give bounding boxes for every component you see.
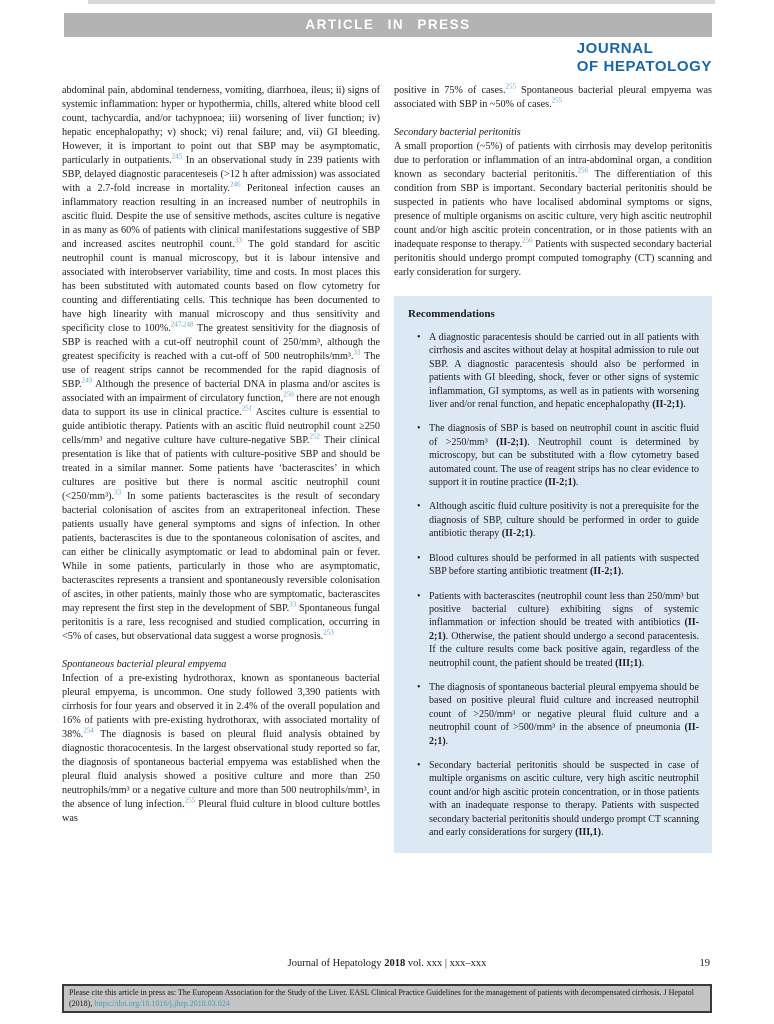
recommendation-item: • Patients with bacterascites (neutrophil count less than 250/mm³ but positive bacterial culture) exhibiting signs of systemic inflammation or infection should be treated with antibiotics (II-2;1). Otherwise, the patient should undergo a second paracentesis. If the culture results come back positive again, regardless of the neutrophil count, the patient should be treated (III;1). (419, 590, 699, 670)
citation-ref[interactable]: 252 (309, 432, 320, 441)
citation-ref[interactable]: 33 (114, 488, 122, 497)
evidence-grade: (II-2;1) (652, 399, 684, 411)
top-strip-divider (88, 0, 715, 4)
evidence-grade: (II-2;1) (501, 528, 533, 540)
journal-logo-line1: JOURNAL (576, 40, 654, 57)
heading-spontaneous-bacterial-pleural-empyema: Spontaneous bacterial pleural empyema (62, 659, 227, 670)
evidence-grade: 2018 (384, 958, 406, 969)
article-in-press-banner: ARTICLE IN PRESS (64, 13, 712, 37)
citation-ref[interactable]: 256 (522, 236, 533, 245)
evidence-grade: (II-2;1) (429, 617, 699, 642)
paragraph-pleural-empyema: Infection of a pre-existing hydrothorax, known as spontaneous bacterial pleural empyema, is uncommon. One study followed 3,390 patients with cirrhosis for four years and observed it in 2.4% of the overall population and 16% of patients with pre-existing hydrothorax, with associated mortality of 38%.$^{254}$ The diagnosis is based on pleural fluid analysis obtained by diagnostic thoracocentesis. In the largest observational study reported so far, the diagnosis of spontaneous bacterial empyema was established when the pleural fluid analysis showed a positive culture and more than 250 neutrophils/mm³ or a negative culture and more than 500 neutrophils/mm³, in the absence of lung infection.$^{255}$ Pleural fluid culture in blood culture bottles was (62, 673, 380, 824)
evidence-grade: (II-2;1) (544, 477, 576, 489)
recommendations-list (407, 331, 699, 839)
evidence-grade: (III;1) (615, 657, 642, 669)
citation-ref[interactable]: 255 (551, 96, 563, 105)
citation-notice (62, 984, 712, 1013)
citation-ref[interactable]: 255 (505, 82, 516, 91)
citation-ref[interactable]: 254 (83, 726, 94, 735)
citation-ref[interactable]: 33 (353, 348, 361, 357)
citation-ref[interactable]: 251 (241, 404, 253, 413)
citation-ref[interactable]: 255 (184, 796, 196, 805)
recommendation-item: • The diagnosis of spontaneous bacterial pleural empyema should be based on positive pleural fluid culture and increased neutrophil count of >250/mm³ or negative pleural fluid culture and a neutrophil count of >500/mm³ in the absence of pneumonia (II-2;1). (419, 681, 699, 748)
recommendations-box (394, 296, 712, 853)
doi-link[interactable]: https://doi.org/10.1016/j.jhep.2018.03.024 (94, 998, 230, 1008)
right-column (394, 84, 712, 853)
evidence-grade: (II-2;1) (589, 566, 622, 578)
paragraph-pleural-empyema-continued: positive in 75% of cases.$^{255}$ Spontaneous bacterial pleural empyema was associated with SBP in ~50% of cases.$^{255}$ (394, 82, 712, 110)
citation-ref[interactable]: 250 (283, 390, 294, 399)
citation-ref[interactable]: 256 (577, 166, 588, 175)
evidence-grade: (III,1) (575, 827, 602, 838)
footer-journal-line: Journal of Hepatology 2018 vol. xxx | xxx–xxx (287, 958, 487, 969)
paragraph-sbp-diagnosis: abdominal pain, abdominal tenderness, vomiting, diarrhoea, ileus; ii) signs of systemic inflammation: hyper or hypothermia, chills, altered white blood cell count, tachycardia, and/or tachypnoea; iii) worsening of liver function; iv) hepatic encephalopathy; v) shock; vi) renal failure; and, vii) GI bleeding. However, it is important to point out that SBP may be asymptomatic, particularly in outpatients.$^{245}$ In an observational study in 239 patients with SBP, delayed diagnostic paracenteseis (>12 h after admission) was associated with a 2.7-fold increase in mortality.$^{246}$ Peritoneal infection causes an inflammatory reaction resulting in an increased number of neutrophils in ascitic fluid. Despite the use of sensitive methods, ascites culture is negative in as many as 60% of patients with clinical manifestations suggestive of SBP and increased ascites neutrophil count.$^{33}$ The gold standard for ascitic neutrophil count is manual microscopy, but it is labour intensive and associated with interobserver variability, time and costs. In most places this has been substituted with automated counts based on flow cytometry for counting and differentiating cells. This technique has been documented to have high linearity with manual microscopy and thus sensitivity and specificity close to 100%.$^{247,248}$ The greatest sensitivity for the diagnosis of SBP is reached with a cut-off neutrophil count of 250/mm³, although the greatest specificity is reached with a cut-off of 500 neutrophils/mm³.$^{33}$ The use of reagent strips cannot be recommended for the rapid diagnosis of SBP.$^{249}$ Although the presence of bacterial DNA in plasma and/or ascites is associated with an impairment of circulatory function,$^{250}$ there are not enough data to support its use in clinical practice.$^{251}$ Ascites culture is essential to guide antibiotic therapy. Patients with an ascitic fluid neutrophil count ≥250 cells/mm³ and negative culture have culture-negative SBP.$^{252}$ Their clinical presentation is like that of patients with culture-positive SBP and should be treated in a similar manner. Some patients have ‘bacterascites’ in which cultures are positive but there is normal ascitic neutrophil count (<250/mm³).$^{33}$ In some patients bacterascites is the result of secondary bacterial colonisation of ascites from an extraperitoneal infection. These patients usually have general symptoms and signs of infection. In other patients, bacterascites is due to the spontaneous colonisation of ascites, and can either be clinically asymptomatic or lead to abdominal pain or fever. While in some patients, particularly in those who are asymptomatic, bacterascites represents a transient and spontaneously reversible colonisation of ascites, in other patients, mainly those who are symptomatic, bacterascites may represent the first step in the development of SBP.$^{33}$ Spontaneous fungal peritonitis is a rare, less recognised and studied complication, occurring in <5% of cases, but observational data suggest a worse prognosis.$^{253}$ (62, 85, 381, 642)
recommendation-item: • A diagnostic paracentesis should be carried out in all patients with cirrhosis and ascites without delay at hospital admission to rule out SBP. A diagnostic paracentesis should also be performed in patients with GI bleeding, shock, fever or other signs of systemic inflammation, GI symptoms, as well as in patients with worsening liver and/or renal function, and hepatic encephalopathy (II-2;1). (419, 331, 699, 411)
left-column (62, 84, 380, 826)
evidence-grade: (II-2;1) (429, 722, 699, 747)
recommendation-item: • Blood cultures should be performed in all patients with suspected SBP before starting antibiotic treatment (II-2;1). (419, 552, 699, 579)
citation-ref[interactable]: 245 (171, 152, 183, 161)
recommendations-title: Recommendations (408, 308, 495, 320)
recommendation-item: • Secondary bacterial peritonitis should be suspected in case of multiple organisms on ascitic culture, very high ascitic neutrophil count and/or high ascitic protein concentration, or in those patients with an inadequate response to therapy. Patients with suspected secondary bacterial peritonitis should undergo prompt CT scanning and early considerations for surgery (III,1). (419, 759, 699, 839)
evidence-grade: (II-2;1) (496, 436, 528, 448)
heading-secondary-bacterial-peritonitis: Secondary bacterial peritonitis (394, 127, 521, 138)
citation-ref[interactable]: 247,248 (170, 320, 194, 329)
citation-ref[interactable]: 33 (234, 236, 242, 245)
citation-ref[interactable]: 246 (229, 180, 241, 189)
citation-text: Please cite this article in press as: The European Association for the Study of the Liver. EASL Clinical Practice Guidelines for the management of patients with decompensated cirrhosis. J Hepatol (2018), (69, 988, 694, 1008)
journal-logo-line2: OF HEPATOLOGY (576, 57, 712, 75)
recommendation-item: • The diagnosis of SBP is based on neutrophil count in ascitic fluid of >250/mm³ (II-2;1). Neutrophil count is determined by microscopy, but can be substituted with a flow cytometry based automated count. The use of reagent strips has no clear evidence to support it in routine practice (II-2;1). (419, 422, 699, 489)
page-number: 19 (699, 958, 710, 969)
citation-ref[interactable]: 253 (323, 628, 334, 637)
paragraph-secondary-bacterial-peritonitis: A small proportion (~5%) of patients with cirrhosis may develop peritonitis due to perforation or inflammation of an intra-abdominal organ, a condition known as secondary bacterial peritonitis.$^{256}$ The differentiation of this condition from SBP is important. Secondary bacterial peritonitis should be suspected in patients who have localised abdominal symptoms or signs, presence of multiple organisms on ascitic culture, very high ascitic neutrophil count and/or high ascitic protein concentration, or in those patients with an inadequate response to therapy.$^{256}$ Patients with suspected secondary bacterial peritonitis should undergo prompt computed tomography (CT) scanning and early consideration for surgery. (394, 141, 712, 278)
citation-ref[interactable]: 33 (289, 600, 297, 609)
recommendation-item: • Although ascitic fluid culture positivity is not a prerequisite for the diagnosis of SBP, culture should be performed in order to guide antibiotic therapy (II-2;1). (419, 500, 699, 540)
journal-logo (577, 40, 712, 75)
citation-ref[interactable]: 249 (81, 376, 93, 385)
